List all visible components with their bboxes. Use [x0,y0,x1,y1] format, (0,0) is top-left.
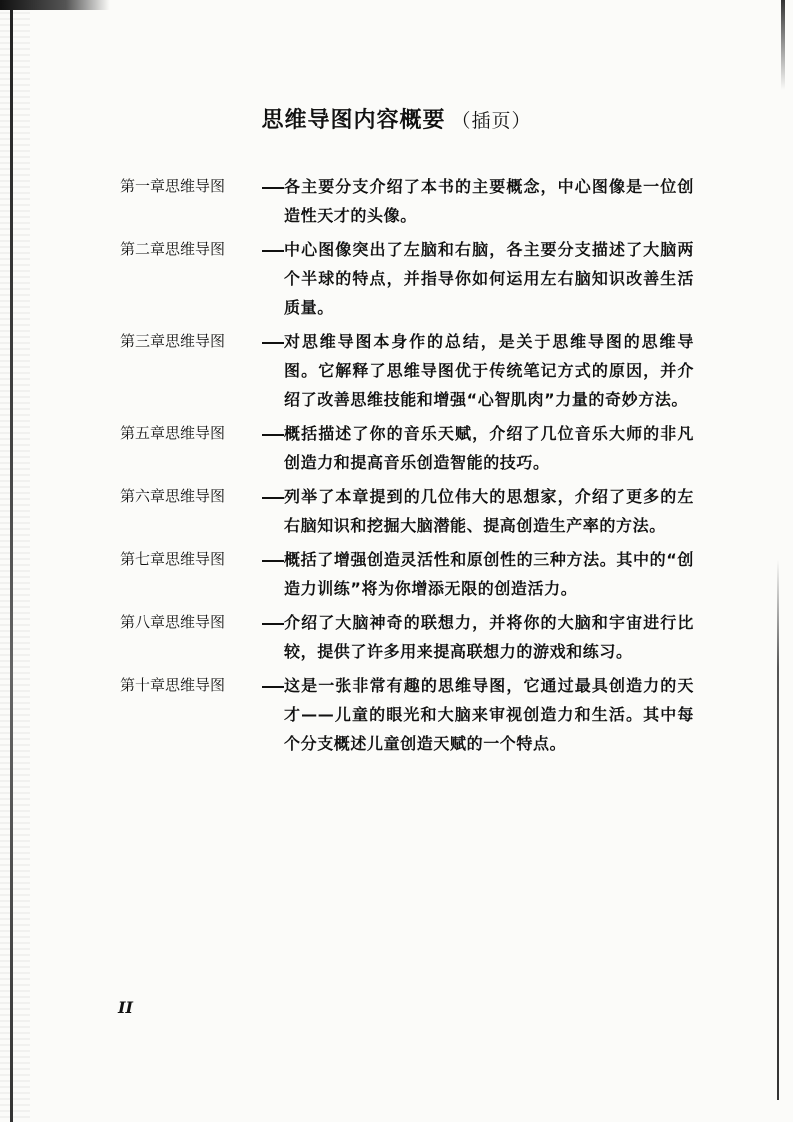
chapter-label: 第七章思维导图 [120,550,226,568]
scan-edge-right [777,560,779,1100]
list-item [120,235,700,322]
chapter-label: 第二章思维导图 [120,240,226,258]
page-number: II [118,998,133,1017]
dash-separator [262,327,284,356]
chapter-label: 第三章思维导图 [120,332,226,350]
list-item [120,327,700,414]
chapter-label: 第六章思维导图 [120,487,226,505]
scan-edge-top [0,0,110,10]
list-item [120,172,700,230]
page-title [0,103,793,134]
title-note: （插页） [451,110,532,132]
dash-separator [262,172,284,201]
dash-separator [262,419,284,448]
chapter-summary-list [120,172,700,763]
chapter-description: 各主要分支介绍了本书的主要概念，中心图像是一位创造性天才的头像。 [284,177,694,225]
dash-separator [262,545,284,574]
chapter-label: 第八章思维导图 [120,613,226,631]
chapter-description: 中心图像突出了左脑和右脑，各主要分支描述了大脑两个半球的特点，并指导你如何运用左右脑知识改善生活质量。 [284,240,694,317]
dash-separator [262,235,284,264]
list-item [120,608,700,666]
chapter-description: 列举了本章提到的几位伟大的思想家，介绍了更多的左右脑知识和挖掘大脑潜能、提高创造生产率的方法。 [284,487,694,535]
scan-edge-left [10,0,13,1122]
chapter-label: 第一章思维导图 [120,177,226,195]
chapter-description: 概括了增强创造灵活性和原创性的三种方法。其中的“创造力训练”将为你增添无限的创造活力。 [284,550,694,598]
dash-separator [262,671,284,700]
chapter-label: 第十章思维导图 [120,676,226,694]
title-text: 思维导图内容概要 [261,108,446,133]
scan-edge-right-top [781,0,785,90]
dash-separator [262,482,284,511]
chapter-description: 对思维导图本身作的总结，是关于思维导图的思维导图。它解释了思维导图优于传统笔记方式的原因，并介绍了改善思维技能和增强“心智肌肉”力量的奇妙方法。 [284,332,694,409]
chapter-description: 介绍了大脑神奇的联想力，并将你的大脑和宇宙进行比较，提供了许多用来提高联想力的游戏和练习。 [284,613,694,661]
scan-noise [0,0,30,1122]
list-item [120,419,700,477]
chapter-description: 这是一张非常有趣的思维导图，它通过最具创造力的天才——儿童的眼光和大脑来审视创造力和生活。其中每个分支概述儿童创造天赋的一个特点。 [284,676,694,753]
chapter-description: 概括描述了你的音乐天赋，介绍了几位音乐大师的非凡创造力和提高音乐创造智能的技巧。 [284,424,694,472]
list-item [120,482,700,540]
dash-separator [262,608,284,637]
chapter-label: 第五章思维导图 [120,424,226,442]
list-item [120,671,700,758]
list-item [120,545,700,603]
